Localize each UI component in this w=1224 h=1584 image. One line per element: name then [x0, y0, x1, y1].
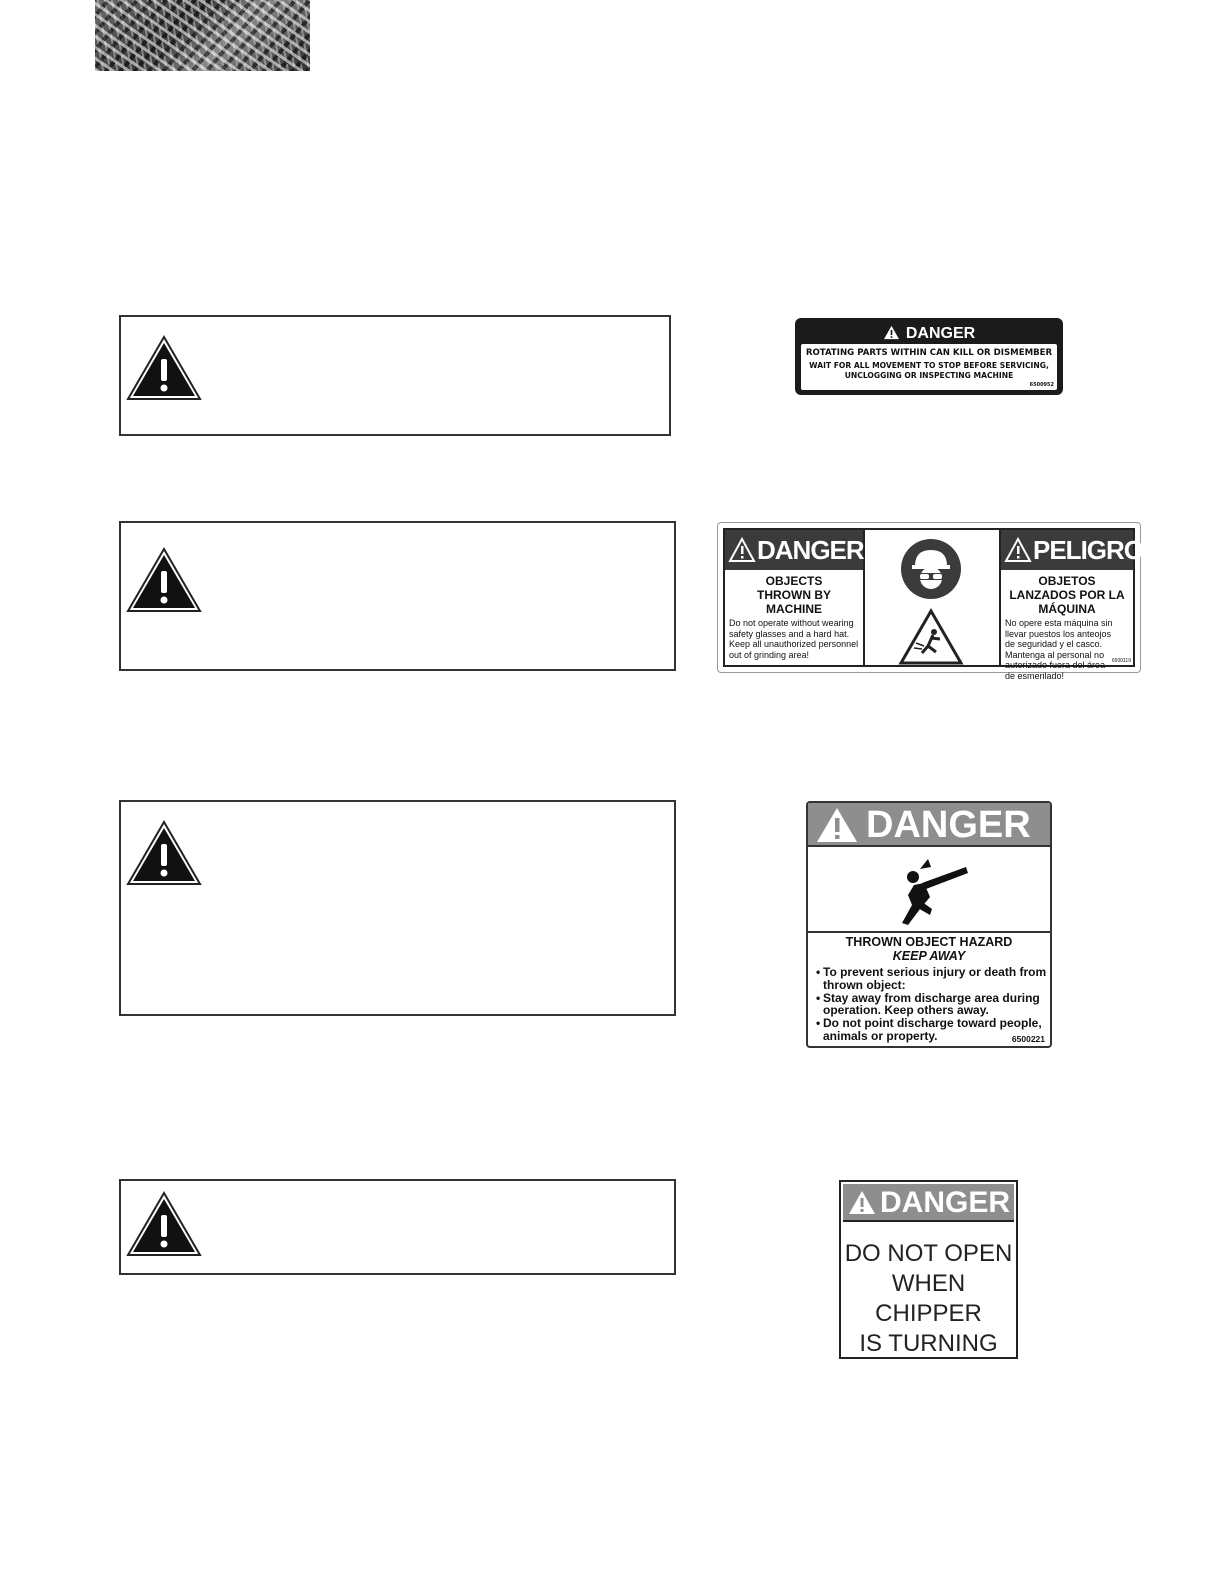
decal-header: [808, 803, 1050, 847]
decal-subtitle: OBJETOS LANZADOS POR LA MÁQUINA: [1009, 574, 1125, 616]
decal-line-2: WHEN CHIPPER: [875, 1270, 982, 1327]
warning-triangle-icon: [816, 807, 858, 843]
decal-bullet: • Do not point discharge toward people, animals or property.: [816, 1017, 1050, 1043]
decal-bullet-list: [808, 966, 1050, 1043]
wood-chips-image: [95, 0, 310, 71]
decal-header: [725, 530, 863, 570]
warning-triangle-icon: [125, 333, 203, 403]
decal-bullet: • Stay away from discharge area during operation. Keep others away.: [816, 992, 1050, 1018]
decal-line-3: IS TURNING: [859, 1330, 998, 1357]
decal-header-text: DANGER: [757, 535, 864, 565]
warning-triangle-icon: [1004, 537, 1032, 563]
decal-body-text: No opere esta máquina sin llevar puestos los anteojos de seguridad y el casco. Mantenga al personal no autorizado fuera del área de esmerilado!: [1005, 618, 1113, 681]
decal-subtitle: KEEP AWAY: [892, 949, 966, 963]
decal-header-text: DANGER: [905, 325, 976, 342]
decal-header: [1001, 530, 1144, 570]
warning-box-1: [119, 315, 671, 436]
decal-line-1: ROTATING PARTS WITHIN CAN KILL OR DISMEMBER: [805, 348, 1053, 358]
decal-line-3: UNCLOGGING OR INSPECTING MACHINE: [844, 371, 1014, 380]
warning-triangle-icon: [125, 1189, 203, 1259]
decal-header-text: PELIGRO: [1033, 535, 1144, 565]
warning-triangle-icon: [125, 818, 203, 888]
safety-glasses-hardhat-icon: [900, 538, 962, 600]
thrown-object-hazard-icon: [898, 608, 964, 666]
warning-triangle-icon: [125, 545, 203, 615]
decal-body-text: Do not operate without wearing safety glasses and a hard hat. Keep all unauthorized personnel out of grinding area!: [729, 618, 859, 660]
decal-header-text: DANGER: [880, 1186, 1011, 1219]
thrown-object-person-icon: [900, 853, 970, 927]
decal-part-number: 6500221: [1011, 1034, 1045, 1044]
decal-line-2: WAIT FOR ALL MOVEMENT TO STOP BEFORE SERVICING,: [809, 361, 1049, 370]
decal-title: THROWN OBJECT HAZARD: [845, 935, 1013, 949]
danger-decal-objects-thrown: [717, 522, 1144, 681]
decal-bullet: • To prevent serious injury or death from thrown object:: [816, 966, 1050, 992]
danger-decal-thrown-object: [806, 801, 1052, 1048]
warning-triangle-icon: [848, 1190, 876, 1215]
decal-subtitle: OBJECTS THROWN BY MACHINE: [757, 574, 831, 616]
decal-part-number: 6500119: [1111, 658, 1131, 664]
decal-line-1: DO NOT OPEN: [844, 1240, 1013, 1267]
danger-decal-rotating-parts: [795, 318, 1063, 395]
decal-header: [801, 324, 1057, 344]
decal-header: [843, 1184, 1014, 1222]
warning-box-4: [119, 1179, 676, 1275]
warning-triangle-icon: [883, 325, 900, 340]
danger-decal-do-not-open: [839, 1180, 1018, 1359]
decal-header-text: DANGER: [866, 804, 1031, 846]
decal-part-number: 6500952: [1029, 382, 1054, 388]
warning-box-3: [119, 800, 676, 1016]
warning-triangle-icon: [728, 537, 756, 563]
warning-box-2: [119, 521, 676, 671]
